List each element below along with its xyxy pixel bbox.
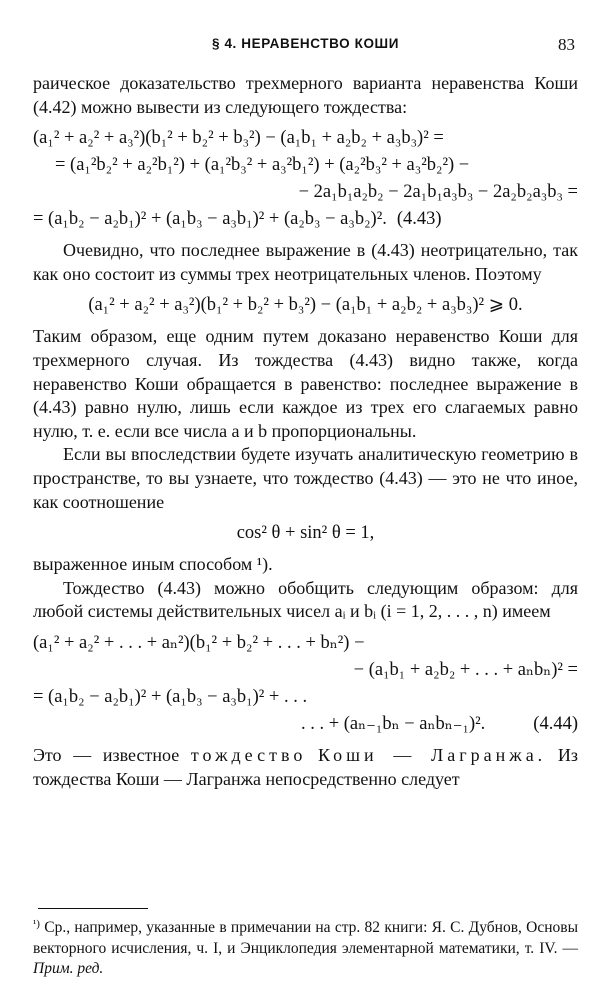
paragraph-2: Очевидно, что последнее выражение в (4.43) неотрицательно, так как оно состоит из суммы трех неотрицательных членов. Поэтому: [33, 240, 578, 284]
equation-4-43-line-2: = (a₁²b₂² + a₂²b₁²) + (a₁²b₃² + a₃²b₁²) + (a₂²b₃² + a₃²b₂²) −: [55, 155, 470, 176]
paragraph-1: раическое доказательство трехмерного варианта неравенства Коши (4.42) можно вывести из следующего тождества:: [33, 73, 578, 117]
equation-4-44-line-4: . . . + (aₙ₋₁bₙ − aₙbₙ₋₁)².: [300, 713, 486, 734]
footnote-editor-note: Прим. ред.: [33, 960, 104, 977]
inequality-line: (a₁² + a₂² + a₃²)(b₁² + b₂² + b₃²) − (a₁b₁ + a₂b₂ + a₃b₃)² ⩾ 0.: [88, 295, 523, 316]
paragraph-5: выраженное иным способом ¹).: [33, 554, 273, 575]
section-title: § 4. НЕРАВЕНСТВО КОШИ: [211, 36, 400, 51]
paragraph-4: Если вы впоследствии будете изучать аналитическую геометрию в пространстве, то вы узнаете, что тождество (4.43) — это не что иное, как соотношение: [33, 444, 578, 512]
equation-4-43-line-1: (a₁² + a₂² + a₃²)(b₁² + b₂² + b₃²) − (a₁b₁ + a₂b₂ + a₃b₃)² =: [33, 128, 444, 149]
equation-4-44-line-1: (a₁² + a₂² + . . . + aₙ²)(b₁² + b₂² + . . . + bₙ²) −: [33, 632, 365, 653]
equation-number-4-44: (4.44): [533, 713, 578, 734]
equation-number-4-43: (4.43): [396, 209, 442, 230]
trig-identity: [33, 520, 578, 547]
equation-4-44: [33, 630, 578, 738]
inequality: [33, 292, 578, 319]
paragraph-3: Таким образом, еще одним путем доказано неравенство Коши для трехмерного случая. Из тождества (4.43) видно также, когда неравенство Коши обращается в равенство: последнее выражение в (4.43) равно нулю, лишь если каждое из трех его слагаемых равно нулю, т. е. если все числа a и b пропорциональны.: [33, 326, 578, 441]
footnote-rule: [38, 908, 148, 909]
footnote-text: Ср., например, указанные в примечании на стр. 82 книги: Я. С. Дубнов, Основы векторного исчисления, ч. I, и Энциклопедия элементарной математики, т. IV. —: [33, 919, 579, 957]
equation-4-43: [33, 125, 578, 233]
paragraph-7-start: Это — известное: [33, 744, 180, 765]
equation-4-44-line-2: − (a₁b₁ + a₂b₂ + . . . + aₙbₙ)² =: [353, 659, 578, 680]
running-head: [0, 36, 611, 58]
paragraph-6: Тождество (4.43) можно обобщить следующим образом: для любой системы действительных чисел aᵢ и bᵢ (i = 1, 2, . . . , n) имеем: [33, 577, 578, 622]
footnote: [33, 914, 578, 980]
main-text: [33, 72, 578, 791]
equation-4-43-line-3: − 2a₁b₁a₂b₂ − 2a₁b₁a₃b₃ − 2a₂b₂a₃b₃ =: [298, 182, 578, 203]
equation-4-44-line-3: = (a₁b₂ − a₂b₁)² + (a₁b₃ − a₃b₁)² + . . .: [33, 686, 308, 707]
equation-4-43-line-4: = (a₁b₂ − a₂b₁)² + (a₁b₃ − a₃b₁)² + (a₂b₃ − a₃b₂)².: [33, 209, 387, 230]
paragraph-7-end: Из тождества Коши — Лагранжа непосредственно следует: [33, 744, 578, 789]
footnote-mark: ¹): [33, 918, 40, 930]
paragraph-7: [33, 744, 578, 791]
trig-identity-line: cos² θ + sin² θ = 1,: [236, 523, 375, 544]
page-number: 83: [558, 35, 575, 54]
term-identity: тождество: [190, 744, 307, 765]
term-cauchy-lagrange: Коши — Лагранжа.: [318, 744, 547, 765]
